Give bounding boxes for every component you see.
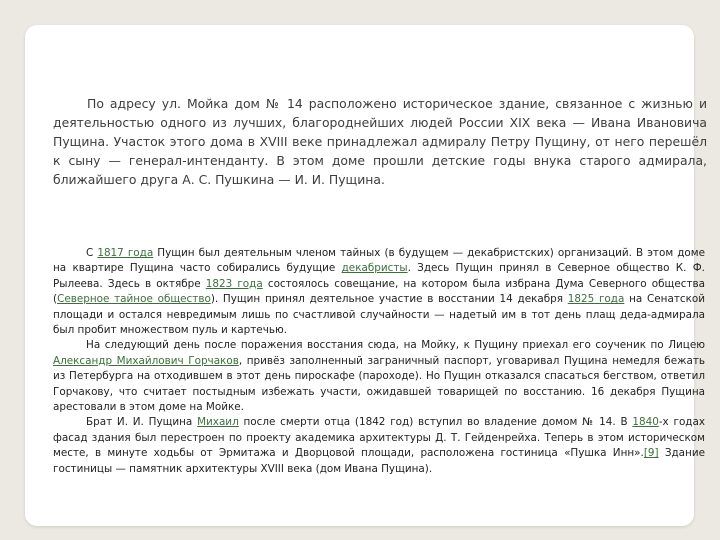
paragraph-3 <box>53 415 705 477</box>
body-text <box>53 246 705 477</box>
text-run: Пущин был деятельным членом тайных (в будущем — декабристских) организаций. В этом доме на квартире Пущина часто собирались будущие <box>53 247 705 275</box>
link-1817-year[interactable]: 1817 года <box>97 247 154 259</box>
link-northern-society[interactable]: Северное тайное общество <box>57 293 211 306</box>
footnote-link[interactable]: [9] <box>643 447 659 460</box>
text-run: . Здесь Пущин принял в Северное общество К. Ф. Рылеева. Здесь в октябре <box>53 262 705 290</box>
text-run: на Сенатской площади и остался невредимым лишь по счастливой случайности — надетый им в тот день плащ деда-адмирала был пробит множеством пуль и картечью. <box>53 293 705 337</box>
text-run: -х годах фасад здания был перестроен по проекту академика архитектуры Д. Т. Гейденрейха. Теперь в этом историческом месте, в минуте ходьбы от Эрмитажа и Дворцовой площади, расположена гостиница «Пушка Инн». <box>53 416 706 460</box>
text-run: , привёз заполненный заграничный паспорт, уговаривал Пущина немедля бежать из Петербурга на отходившем в этот день пироскафе (пароходе). Но Пущин отказался спасаться бегством, ответил Горчакову, что считает постыдным избежать участи, ожидавшей товарищей по восстанию. 16 декабря Пущина арестовали в этом доме на Мойке. <box>53 354 706 414</box>
link-gorchakov[interactable]: Александр Михайлович Горчаков <box>53 354 239 367</box>
link-1823-year[interactable]: 1823 года <box>205 277 263 290</box>
link-1840-year[interactable]: 1840 <box>632 416 659 429</box>
paragraph-1 <box>53 246 705 338</box>
text-run: На следующий день после поражения восстания сюда, на Мойку, к Пущину приехал его соученик по Лицею <box>86 339 705 352</box>
link-mikhail[interactable]: Михаил <box>197 416 239 429</box>
paragraph-2 <box>53 338 705 415</box>
intro-paragraph: По адресу ул. Мойка дом № 14 расположено историческое здание, связанное с жизнью и деятельностью одного из лучших, благороднейших людей России XIX века — Ивана Ивановича Пущина. Участок этого дома в XVIII веке принадлежал адмиралу Петру Пущину, от него перешёл к сыну — генерал-интенданту. В этом доме прошли детские годы внука старого адмирала, ближайшего друга А. С. Пушкина — И. И. Пущина. <box>53 96 707 187</box>
slide-card <box>25 25 707 526</box>
text-run: Здание гостиницы — памятник архитектуры XVIII века (дом Ивана Пущина). <box>53 447 705 475</box>
text-run: после смерти отца (1842 год) вступил во владение домом № 14. В <box>238 416 633 429</box>
text-run: С <box>86 247 98 259</box>
text-run: ). Пущин принял деятельное участие в восстании 14 декабря <box>210 293 568 306</box>
link-decembrists[interactable]: декабристы <box>341 262 408 275</box>
link-1825-year[interactable]: 1825 года <box>567 293 625 306</box>
text-run: Брат И. И. Пущина <box>86 416 198 429</box>
text-run: состоялось совещание, на котором была избрана Дума Северного общества ( <box>53 277 705 306</box>
